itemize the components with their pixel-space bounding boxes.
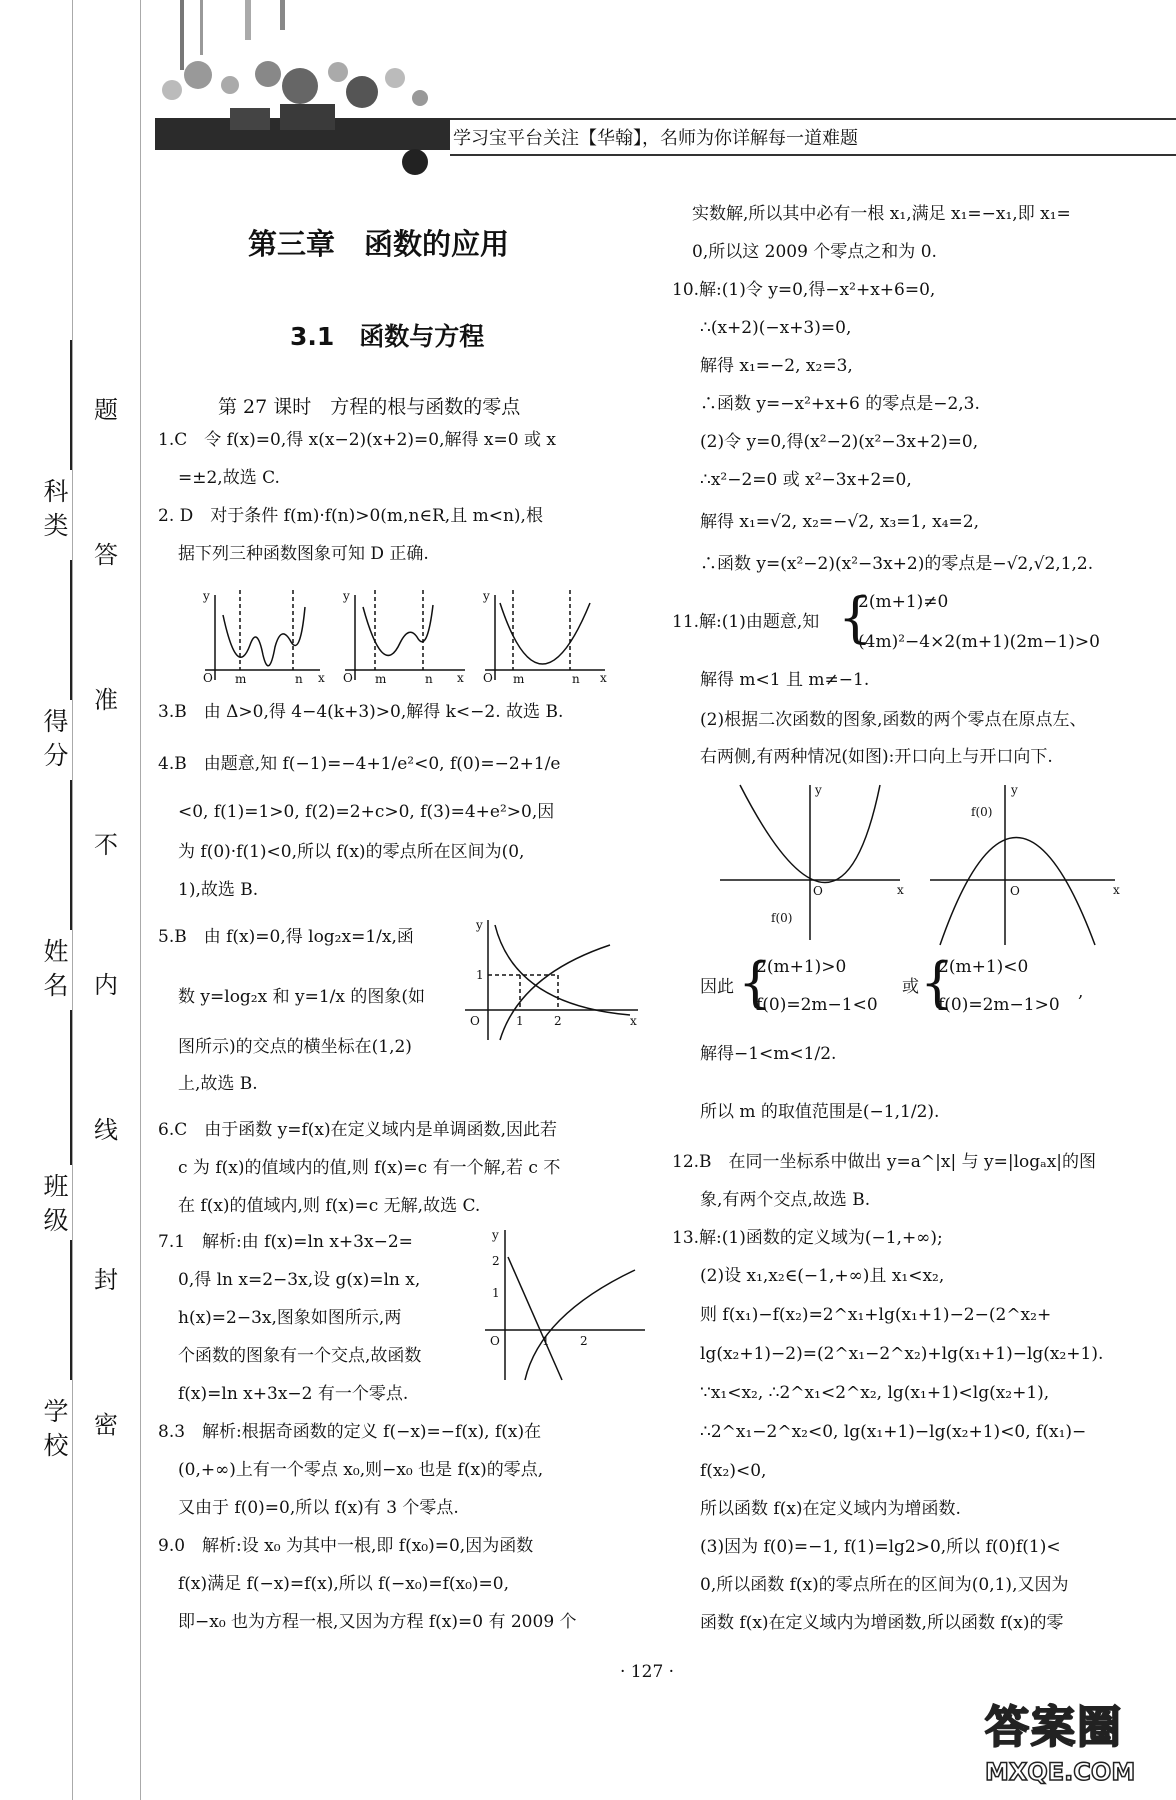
axis-label: x: [600, 671, 607, 685]
header-banner: [150, 0, 1176, 175]
system-brace-2: {: [738, 951, 773, 1014]
left-line: 6.C 由于函数 y=f(x)在定义域内是单调函数,因此若: [158, 1120, 558, 1140]
left-line: 5.B 由 f(x)=0,得 log₂x=1/x,函: [158, 927, 414, 947]
axis-label: x: [630, 1014, 637, 1028]
tick-label: m: [375, 672, 387, 685]
right-line: lg(x₂+1)−2)=(2^x₁−2^x₂)+lg(x₁+1)−lg(x₂+1).: [700, 1344, 1104, 1364]
tick-label: 1: [542, 1334, 550, 1348]
page-number: · 127 ·: [620, 1662, 675, 1682]
margin-label-subject: 科类: [43, 477, 69, 540]
right-line: 2(m+1)≠0: [858, 592, 949, 612]
left-line: 0,得 ln x=2−3x,设 g(x)=ln x,: [178, 1270, 421, 1290]
right-line: ∴x²−2=0 或 x²−3x+2=0,: [700, 470, 912, 490]
left-line: 8.3 解析:根据奇函数的定义 f(−x)=−f(x), f(x)在: [158, 1422, 542, 1442]
point-label: f(0): [771, 911, 793, 925]
tick-label: n: [295, 672, 303, 685]
q7-graph: [480, 1225, 650, 1385]
right-line: 解得 x₁=−2, x₂=3,: [700, 356, 853, 376]
tick-label: 2: [554, 1014, 562, 1028]
axis-label: x: [1113, 883, 1120, 897]
fill-line-3: [70, 780, 72, 930]
right-line: 因此: [700, 977, 734, 997]
axis-label: x: [457, 671, 464, 685]
q2-graph-2: [345, 590, 465, 680]
right-line: 解得 x₁=√2, x₂=−√2, x₃=1, x₄=2,: [700, 512, 979, 532]
left-line: 数 y=log₂x 和 y=1/x 的图象(如: [178, 987, 426, 1007]
origin-label: O: [813, 884, 823, 898]
origin-label: O: [1010, 884, 1020, 898]
right-line: 0,所以函数 f(x)的零点所在的区间为(0,1),又因为: [700, 1575, 1069, 1595]
watermark-logo-text: 答案圈: [985, 1702, 1123, 1753]
left-line: 9.0 解析:设 x₀ 为其中一根,即 f(x₀)=0,因为函数: [158, 1536, 534, 1556]
right-line: (2)根据二次函数的图象,函数的两个零点在原点左、: [700, 710, 1087, 730]
right-line: 10.解:(1)令 y=0,得−x²+x+6=0,: [672, 280, 936, 300]
right-line: 解得−1<m<1/2.: [700, 1044, 837, 1064]
right-line: (2)令 y=0,得(x²−2)(x²−3x+2)=0,: [700, 432, 979, 452]
left-line: =±2,故选 C.: [178, 468, 280, 488]
watermark-url: MXQE.COM: [985, 1758, 1136, 1786]
tick-label: m: [513, 672, 525, 685]
q5-graph: [460, 915, 645, 1045]
right-line: ∵x₁<x₂, ∴2^x₁<2^x₂, lg(x₁+1)<lg(x₂+1),: [700, 1383, 1050, 1403]
left-line: f(x)满足 f(−x)=f(x),所以 f(−x₀)=f(x₀)=0,: [178, 1574, 510, 1594]
axis-label: y: [483, 589, 490, 603]
chapter-title: 第三章 函数的应用: [248, 227, 510, 261]
origin-label: O: [490, 1334, 500, 1348]
right-line: 或: [902, 977, 919, 997]
right-line: 所以函数 f(x)在定义域内为增函数.: [700, 1499, 961, 1519]
left-line: 又由于 f(0)=0,所以 f(x)有 3 个零点.: [178, 1498, 459, 1518]
q2-graphs: [195, 585, 670, 685]
margin-line-left: [72, 0, 73, 1800]
axis-label: y: [476, 918, 483, 932]
right-line: 函数 f(x)在定义域内为增函数,所以函数 f(x)的零: [700, 1613, 1064, 1633]
header-decoration: [150, 0, 450, 175]
fill-line-2: [70, 560, 72, 700]
seal-char-1: 题: [94, 396, 118, 424]
lesson-title: 第 27 课时 方程的根与函数的零点: [218, 396, 521, 418]
seal-char-4: 不: [94, 831, 118, 859]
system-brace-3: {: [920, 951, 955, 1014]
left-line: 2. D 对于条件 f(m)·f(n)>0(m,n∈R,且 m<n),根: [158, 506, 543, 526]
system-brace-1: {: [838, 586, 873, 649]
margin-label-class: 班级: [43, 1172, 69, 1235]
left-line: <0, f(1)=1>0, f(2)=2+c>0, f(3)=4+e²>0,因: [178, 802, 555, 822]
right-line: (2)设 x₁,x₂∈(−1,+∞)且 x₁<x₂,: [700, 1266, 945, 1286]
right-line: (3)因为 f(0)=−1, f(1)=lg2>0,所以 f(0)f(1)<: [700, 1537, 1061, 1557]
q2-graph-3: [485, 590, 605, 680]
right-line: 象,有两个交点,故选 B.: [700, 1190, 871, 1210]
watermark-logo: [985, 1700, 1170, 1800]
right-line: 2(m+1)>0: [756, 957, 847, 977]
seal-char-8: 密: [94, 1411, 118, 1439]
seal-char-5: 内: [94, 971, 118, 999]
axis-label: y: [815, 783, 822, 797]
right-line: f(0)=2m−1<0: [756, 995, 878, 1015]
right-line: 所以 m 的取值范围是(−1,1/2).: [700, 1102, 940, 1122]
left-line: 1),故选 B.: [178, 880, 259, 900]
left-line: 即−x₀ 也为方程一根,又因为方程 f(x)=0 有 2009 个: [178, 1612, 577, 1632]
right-line: ∴函数 y=−x²+x+6 的零点是−2,3.: [700, 394, 980, 414]
seal-char-6: 线: [94, 1116, 118, 1144]
left-line: 图所示)的交点的横坐标在(1,2): [178, 1037, 412, 1057]
margin-label-school: 学校: [43, 1397, 69, 1460]
left-line: 3.B 由 Δ>0,得 4−4(k+3)>0,解得 k<−2. 故选 B.: [158, 702, 564, 722]
left-line: 7.1 解析:由 f(x)=ln x+3x−2=: [158, 1232, 413, 1252]
right-line: 实数解,所以其中必有一根 x₁,满足 x₁=−x₁,即 x₁=: [692, 204, 1071, 224]
margin-label-score: 得分: [43, 707, 69, 770]
origin-label: O: [470, 1014, 480, 1028]
axis-label: y: [203, 589, 210, 603]
right-line: 0,所以这 2009 个零点之和为 0.: [692, 242, 937, 262]
right-line: f(x₂)<0,: [700, 1461, 767, 1481]
left-line: 据下列三种函数图象可知 D 正确.: [178, 544, 429, 564]
left-line: c 为 f(x)的值域内的值,则 f(x)=c 有一个解,若 c 不: [178, 1158, 561, 1178]
seal-char-2: 答: [94, 541, 118, 569]
right-line: ∴2^x₁−2^x₂<0, lg(x₁+1)−lg(x₂+1)<0, f(x₁)−: [700, 1422, 1087, 1442]
fill-line-5: [70, 1240, 72, 1380]
right-line: 12.B 在同一坐标系中做出 y=a^|x| 与 y=|logₐx|的图: [672, 1152, 1097, 1172]
margin-label-name: 姓名: [43, 937, 69, 1000]
fill-line-1: [70, 340, 72, 470]
right-line: (4m)²−4×2(m+1)(2m−1)>0: [858, 632, 1100, 652]
origin-label: O: [483, 671, 493, 685]
axis-label: y: [343, 589, 350, 603]
header-banner-text: 学习宝平台关注【华翰】，名师为你详解每一道难题: [453, 128, 858, 149]
right-line: ∴函数 y=(x²−2)(x²−3x+2)的零点是−√2,√2,1,2.: [700, 554, 1094, 574]
right-line: 右两侧,有两种情况(如图):开口向上与开口向下.: [700, 747, 1053, 767]
fill-line-4: [70, 1010, 72, 1165]
left-line: f(x)=ln x+3x−2 有一个零点.: [178, 1384, 409, 1404]
tick-label: n: [572, 672, 580, 685]
tick-label: 1: [492, 1286, 500, 1300]
left-line: 在 f(x)的值域内,则 f(x)=c 无解,故选 C.: [178, 1196, 481, 1216]
right-line: 11.解:(1)由题意,知: [672, 612, 820, 632]
right-line: 2(m+1)<0: [938, 957, 1029, 977]
tick-label: 1: [476, 968, 484, 982]
origin-label: O: [203, 671, 213, 685]
axis-label: x: [318, 671, 325, 685]
right-line: ∴(x+2)(−x+3)=0,: [700, 318, 852, 338]
left-line: h(x)=2−3x,图象如图所示,两: [178, 1308, 402, 1328]
q11-graphs: [715, 780, 1135, 950]
left-line: 为 f(0)·f(1)<0,所以 f(x)的零点所在区间为(0,: [178, 842, 525, 862]
axis-label: y: [1011, 783, 1018, 797]
left-line: (0,+∞)上有一个零点 x₀,则−x₀ 也是 f(x)的零点,: [178, 1460, 544, 1480]
seal-char-7: 封: [94, 1266, 118, 1294]
q2-graph-1: [205, 590, 320, 680]
point-label: f(0): [971, 805, 993, 819]
axis-label: x: [897, 883, 904, 897]
left-line: 4.B 由题意,知 f(−1)=−4+1/e²<0, f(0)=−2+1/e: [158, 754, 561, 774]
left-line: 1.C 令 f(x)=0,得 x(x−2)(x+2)=0,解得 x=0 或 x: [158, 430, 556, 450]
left-line: 上,故选 B.: [178, 1074, 258, 1094]
tick-label: 1: [516, 1014, 524, 1028]
tick-label: 2: [580, 1334, 588, 1348]
right-line: 13.解:(1)函数的定义域为(−1,+∞);: [672, 1228, 943, 1248]
left-line: 个函数的图象有一个交点,故函数: [178, 1346, 422, 1366]
right-line: ,: [1078, 982, 1084, 1002]
tick-label: m: [235, 672, 247, 685]
origin-label: O: [343, 671, 353, 685]
margin-line-right: [140, 0, 141, 1800]
section-title: 3.1 函数与方程: [290, 322, 485, 351]
axis-label: y: [492, 1228, 499, 1242]
seal-char-3: 准: [94, 686, 118, 714]
right-line: f(0)=2m−1>0: [938, 995, 1060, 1015]
tick-label: n: [425, 672, 433, 685]
tick-label: 2: [492, 1254, 500, 1268]
right-line: 解得 m<1 且 m≠−1.: [700, 670, 870, 690]
right-line: 则 f(x₁)−f(x₂)=2^x₁+lg(x₁+1)−2−(2^x₂+: [700, 1305, 1052, 1325]
